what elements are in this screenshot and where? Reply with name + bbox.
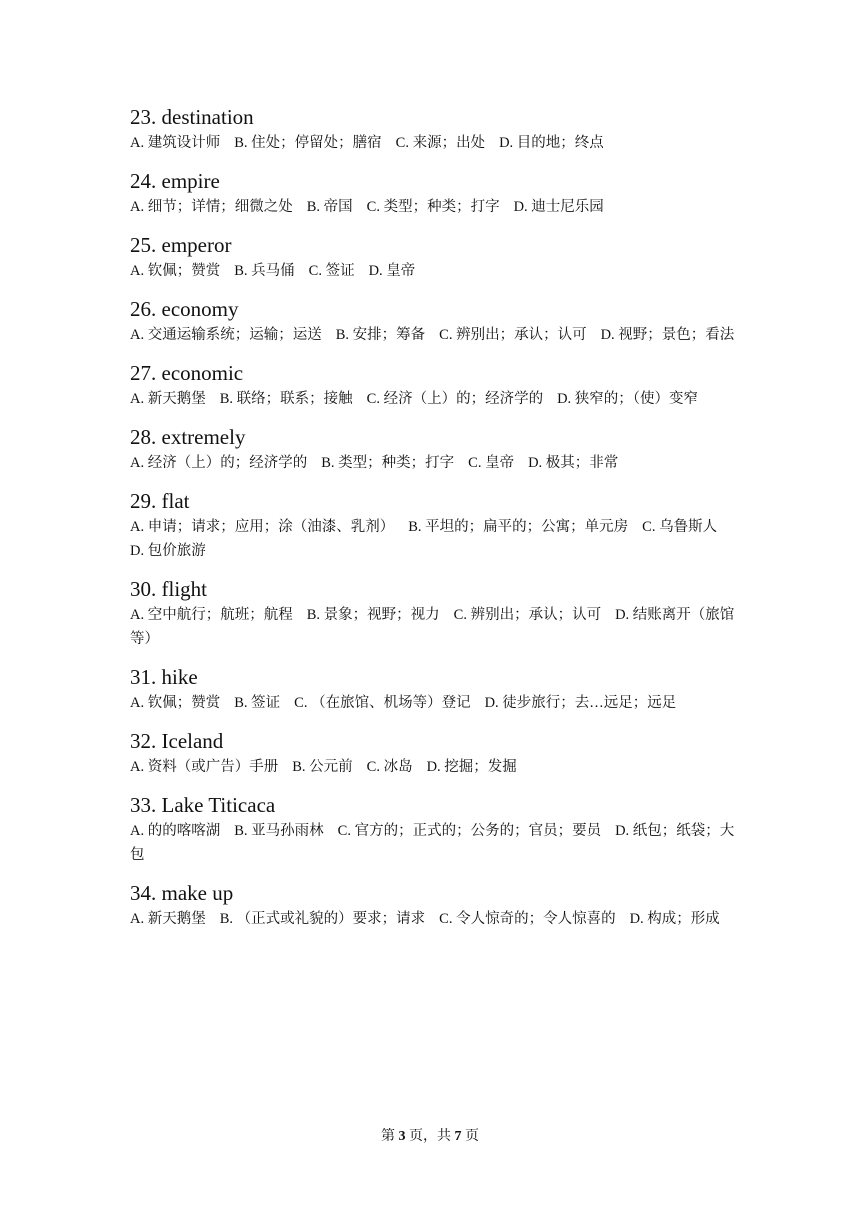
option-a: A. 建筑设计师 bbox=[130, 135, 221, 151]
option-b: B. 公元前 bbox=[292, 759, 353, 775]
option-d: D. 包价旅游 bbox=[130, 543, 206, 559]
option-c: C. 来源；出处 bbox=[395, 135, 486, 151]
question-word: 33. Lake Titicaca bbox=[130, 793, 276, 817]
question-word: 32. Iceland bbox=[130, 729, 224, 753]
option-d: D. 极其；非常 bbox=[528, 455, 619, 471]
question-word: 28. extremely bbox=[130, 425, 246, 449]
question-options bbox=[130, 131, 742, 155]
option-c: C. 辨别出；承认；认可 bbox=[439, 327, 587, 343]
page-number-prefix: 第 bbox=[381, 1129, 399, 1144]
option-c: C. 经济（上）的；经济学的 bbox=[366, 391, 544, 407]
option-b: B. 帝国 bbox=[306, 199, 353, 215]
option-c: C. 皇帝 bbox=[468, 455, 515, 471]
option-d: D. 狭窄的；（使）变窄 bbox=[557, 391, 699, 407]
question-options bbox=[130, 451, 742, 475]
question-options bbox=[130, 259, 742, 283]
question-item bbox=[130, 487, 742, 563]
option-a: A. 经济（上）的；经济学的 bbox=[130, 455, 308, 471]
question-options bbox=[130, 819, 742, 867]
option-d: D. 徒步旅行；去…远足；远足 bbox=[484, 695, 677, 711]
question-item bbox=[130, 663, 742, 715]
option-b: B. 类型；种类；打字 bbox=[321, 455, 455, 471]
page-footer bbox=[0, 1127, 860, 1147]
option-d: D. 目的地；终点 bbox=[499, 135, 604, 151]
question-word: 24. empire bbox=[130, 169, 220, 193]
option-a: A. 细节；详情；细微之处 bbox=[130, 199, 293, 215]
option-a: A. 的的喀喀湖 bbox=[130, 823, 221, 839]
page-number-middle: 页，共 bbox=[405, 1129, 455, 1144]
option-a: A. 资料（或广告）手册 bbox=[130, 759, 279, 775]
option-c: C. 官方的；正式的；公务的；官员；要员 bbox=[337, 823, 602, 839]
question-word: 25. emperor bbox=[130, 233, 232, 257]
question-options bbox=[130, 387, 742, 411]
option-c: C. 乌鲁斯人 bbox=[642, 519, 718, 535]
option-a: A. 钦佩；赞赏 bbox=[130, 695, 221, 711]
option-c: C. 签证 bbox=[308, 263, 355, 279]
option-b: B. （正式或礼貌的）要求；请求 bbox=[219, 911, 426, 927]
question-item bbox=[130, 575, 742, 651]
option-b: B. 平坦的；扁平的；公寓；单元房 bbox=[408, 519, 629, 535]
question-options bbox=[130, 603, 742, 651]
question-options bbox=[130, 755, 742, 779]
option-c: C. 冰岛 bbox=[366, 759, 413, 775]
question-item bbox=[130, 727, 742, 779]
question-item bbox=[130, 295, 742, 347]
question-options bbox=[130, 907, 742, 931]
option-a: A. 新天鹅堡 bbox=[130, 391, 206, 407]
option-b: B. 亚马孙雨林 bbox=[234, 823, 324, 839]
option-a: A. 钦佩；赞赏 bbox=[130, 263, 221, 279]
page-number-suffix: 页 bbox=[461, 1129, 479, 1144]
option-a: A. 空中航行；航班；航程 bbox=[130, 607, 293, 623]
option-b: B. 景象；视野；视力 bbox=[306, 607, 440, 623]
question-item bbox=[130, 359, 742, 411]
option-d: D. 纸包；纸袋；大包 bbox=[130, 823, 735, 863]
question-word: 27. economic bbox=[130, 361, 244, 385]
option-c: C. 辨别出；承认；认可 bbox=[453, 607, 602, 623]
question-word: 34. make up bbox=[130, 881, 234, 905]
option-b: B. 住处；停留处；膳宿 bbox=[234, 135, 382, 151]
option-d: D. 挖掘；发掘 bbox=[426, 759, 517, 775]
option-d: D. 皇帝 bbox=[368, 263, 416, 279]
option-c: C. （在旅馆、机场等）登记 bbox=[294, 695, 471, 711]
option-c: C. 类型；种类；打字 bbox=[366, 199, 500, 215]
question-options bbox=[130, 515, 742, 563]
option-a: A. 交通运输系统；运输；运送 bbox=[130, 327, 322, 343]
question-item bbox=[130, 167, 742, 219]
option-d: D. 结账离开（旅馆等） bbox=[130, 607, 735, 647]
option-d: D. 构成；形成 bbox=[629, 911, 720, 927]
total-page-number: 7 bbox=[454, 1129, 462, 1144]
option-a: A. 新天鹅堡 bbox=[130, 911, 206, 927]
option-b: B. 兵马俑 bbox=[234, 263, 295, 279]
question-word: 23. destination bbox=[130, 105, 254, 129]
option-d: D. 视野；景色；看法 bbox=[600, 327, 735, 343]
question-word: 30. flight bbox=[130, 577, 207, 601]
question-options bbox=[130, 323, 742, 347]
question-options bbox=[130, 195, 742, 219]
current-page-number: 3 bbox=[398, 1129, 406, 1144]
question-word: 26. economy bbox=[130, 297, 239, 321]
option-b: B. 联络；联系；接触 bbox=[219, 391, 353, 407]
question-item bbox=[130, 879, 742, 931]
option-b: B. 签证 bbox=[234, 695, 281, 711]
question-item bbox=[130, 423, 742, 475]
question-options bbox=[130, 691, 742, 715]
option-b: B. 安排；筹备 bbox=[335, 327, 426, 343]
option-d: D. 迪士尼乐园 bbox=[513, 199, 604, 215]
question-word: 29. flat bbox=[130, 489, 190, 513]
question-word: 31. hike bbox=[130, 665, 198, 689]
option-c: C. 令人惊奇的；令人惊喜的 bbox=[439, 911, 616, 927]
question-list bbox=[130, 103, 742, 943]
question-item bbox=[130, 231, 742, 283]
question-item bbox=[130, 103, 742, 155]
question-item bbox=[130, 791, 742, 867]
option-a: A. 申请；请求；应用；涂（油漆、乳剂） bbox=[130, 519, 395, 535]
